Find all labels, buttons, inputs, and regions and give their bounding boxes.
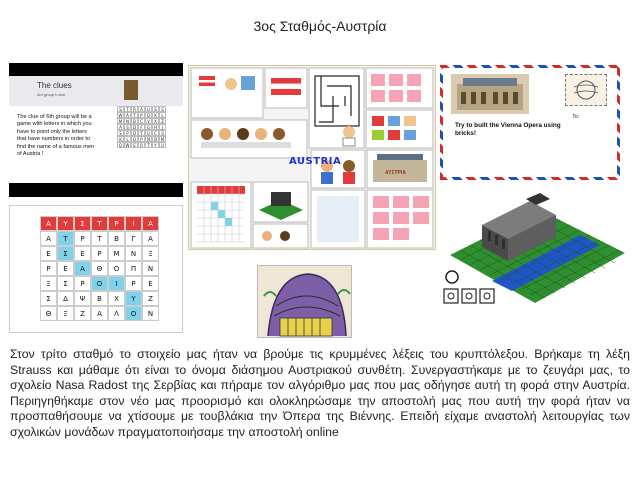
clues-heading: The clues [37, 81, 72, 90]
wordsearch-cell: Β [108, 231, 125, 246]
wordsearch-cell: Ρ [40, 261, 57, 276]
wordsearch-header-cell: Ι [125, 216, 142, 231]
clue-grid-cell: O [146, 113, 151, 118]
stamp-icon [565, 74, 607, 106]
clue-grid-cell: Q [118, 143, 123, 148]
clue-grid-cell: L [124, 136, 131, 142]
clue-grid-cell: B [131, 118, 138, 124]
wordsearch-cell: Σ [57, 276, 74, 291]
wordsearch-cell: Ξ [40, 276, 57, 291]
wordsearch-cell: Ε [40, 246, 57, 261]
clue-grid-cell: U [145, 106, 152, 112]
opera-building-photo [451, 74, 529, 114]
clue-grid-cell: S [124, 124, 131, 130]
wordsearch-cell: Χ [108, 291, 125, 306]
wordsearch-cell: Α [91, 306, 108, 321]
clue-grid-cell: D [132, 125, 137, 130]
austria-sign: ΑΥΣΤΡΙΑ [385, 170, 406, 176]
lego-opera-image [440, 185, 632, 315]
clue-grid-cell: C [152, 130, 159, 136]
wordsearch-cell: Ρ [91, 246, 108, 261]
wordsearch-cell: Α [74, 261, 91, 276]
wordsearch-cell: Ε [142, 276, 159, 291]
wordsearch-cell: Ν [142, 261, 159, 276]
lego-controls [444, 271, 494, 303]
clue-grid-cell: P [138, 112, 145, 118]
clue-grid-cell: C [138, 118, 145, 124]
clue-grid-cell: S [159, 106, 166, 112]
clue-grid-cell: S [152, 106, 159, 112]
clue-grid-cell: R [138, 142, 145, 148]
wordsearch-cell: Ο [125, 306, 142, 321]
clue-grid-cell: Z [159, 118, 166, 124]
caption-paragraph: Στον τρίτο σταθμό το στοιχείο μας ήταν να βρούμε τις κρυμμένες λέξεις του κρυπτόλεξου. Βρήκαμε τη λέξη Strauss και μάθαμε ότι είναι το όνομα διάσημου Αυστριακού συνθέτη. Συνεργαστήκαμε με το ζευγάρι μας, το σχολείο Nasa Radost της Σερβίας και πήραμε τον αλγόριθμο μας που μας οδήγησε αυτή τη φορά στην Αυστρία. Περιηγηθήκαμε στον νέο μας προορισμό και ολοκληρώσαμε την αποστολή μας που αυτή την φορά ήταν να προσπαθήσουμε να χτίσουμε με τουβλάκια την Όπερα της Βιέννης. Επειδή είχαμε αναστολή λειτουργίας των σχολικών μονάδων πραγματοποιήσαμε την αποστολή online [10, 347, 630, 439]
wordsearch-cell: Ε [74, 246, 91, 261]
clue-grid-cell: N [126, 119, 129, 124]
clue-grid-cell: T [124, 106, 131, 112]
clue-grid-cell: T [131, 112, 138, 118]
clue-grid-cell: A [117, 124, 124, 130]
wordsearch-cell: Ρ [74, 276, 91, 291]
activities-collage-image [188, 65, 436, 250]
clue-grid-cell: S [117, 106, 124, 112]
wordsearch-cell: Ξ [142, 246, 159, 261]
clue-grid-cell: G [146, 125, 151, 130]
wordsearch-cell: Ν [125, 246, 142, 261]
wordsearch-cell: Ο [91, 276, 108, 291]
clue-grid-cell: W [118, 113, 123, 118]
wordsearch-cell: Π [125, 261, 142, 276]
wordsearch-cell: Ψ [74, 291, 91, 306]
wordsearch-cell: Ξ [57, 306, 74, 321]
clue-grid-cell: M [160, 137, 165, 142]
clue-grid-cell: T [138, 130, 145, 136]
clue-grid-cell: S [159, 130, 166, 136]
statue-photo [124, 80, 138, 100]
clue-grid-cell: B [152, 136, 159, 142]
clue-grid-cell: O [132, 137, 137, 142]
wordsearch-header-cell: Τ [91, 216, 108, 231]
clue-grid-cell: H [153, 125, 157, 130]
clue-grid-cell: X [152, 118, 159, 124]
postcard-to-label: To: [572, 114, 579, 120]
wordsearch-cell: Ζ [74, 306, 91, 321]
wordsearch-grid [40, 216, 159, 321]
clues-subheading: 3rd group's clue [37, 92, 66, 97]
wordsearch-cell: Ρ [74, 231, 91, 246]
wordsearch-cell: Ζ [142, 291, 159, 306]
wordsearch-cell: Ε [57, 261, 74, 276]
wordsearch-cell: Ο [108, 261, 125, 276]
clue-grid-cell: L [159, 112, 166, 118]
wordsearch-cell: Α [142, 231, 159, 246]
clue-grid-cell: K [152, 112, 159, 118]
wordsearch-cell: Σ [57, 246, 74, 261]
clue-grid-cell: A [138, 106, 145, 112]
wordsearch-header-cell: Σ [74, 216, 91, 231]
wordsearch-header-cell: Α [40, 216, 57, 231]
wordsearch-cell: Ι [108, 276, 125, 291]
wordsearch-cell: Γ [125, 231, 142, 246]
postcard-text: Try to built the Vienna Opera using bricks! [455, 122, 561, 137]
clue-grid-cell: V [145, 118, 152, 124]
wordsearch-cell: Λ [108, 306, 125, 321]
clue-grid-cell: O [132, 131, 137, 136]
clue-grid-cell: F [138, 124, 145, 130]
wordsearch-header-cell: Ρ [108, 216, 125, 231]
clue-grid-cell: K [117, 136, 124, 142]
page-title: 3ος Σταθμός-Αυστρία [253, 18, 387, 34]
wordsearch-cell: Υ [125, 291, 142, 306]
clue-grid-cell: U [159, 142, 166, 148]
opera-drawing-image [257, 265, 352, 338]
wordsearch-header-cell: Υ [57, 216, 74, 231]
clue-grid-cell: M [118, 119, 123, 124]
wordsearch-cell: Σ [40, 291, 57, 306]
wordsearch-cell: Μ [108, 246, 125, 261]
clue-grid-cell: J [159, 124, 166, 130]
clue-grid-cell: R [131, 106, 138, 112]
clue-grid-cell: Y [152, 142, 159, 148]
austria-label: AUSTRIA [289, 156, 342, 167]
wordsearch-slide-image [9, 205, 183, 333]
wordsearch-cell: Ν [142, 306, 159, 321]
wordsearch-cell: Τ [57, 231, 74, 246]
postcard-image [440, 65, 620, 180]
wordsearch-header-cell: Α [142, 216, 159, 231]
clues-slide-image [9, 63, 183, 197]
clue-grid-cell: W [125, 143, 130, 148]
clues-letter-grid [117, 106, 166, 148]
clue-grid-cell: A [124, 112, 131, 118]
clue-grid-cell: S [117, 130, 124, 136]
wordsearch-cell: Δ [57, 291, 74, 306]
wordsearch-cell: Α [40, 231, 57, 246]
wordsearch-cell: Θ [40, 306, 57, 321]
clue-grid-cell: N [147, 137, 150, 142]
wordsearch-cell: Θ [91, 261, 108, 276]
clue-grid-cell: P [138, 136, 145, 142]
wordsearch-cell: Β [91, 291, 108, 306]
wordsearch-cell: Τ [91, 231, 108, 246]
clue-grid-cell: P [124, 130, 131, 136]
clue-grid-cell: T [145, 142, 152, 148]
clue-grid-cell: U [145, 130, 152, 136]
clue-grid-cell: E [131, 142, 138, 148]
wordsearch-cell: Ρ [125, 276, 142, 291]
clues-text: The clue of 6th group will be a game with letters in which you have to point only the letters that have numbers in order to find the name of a famous men of Austria ! [17, 114, 95, 158]
